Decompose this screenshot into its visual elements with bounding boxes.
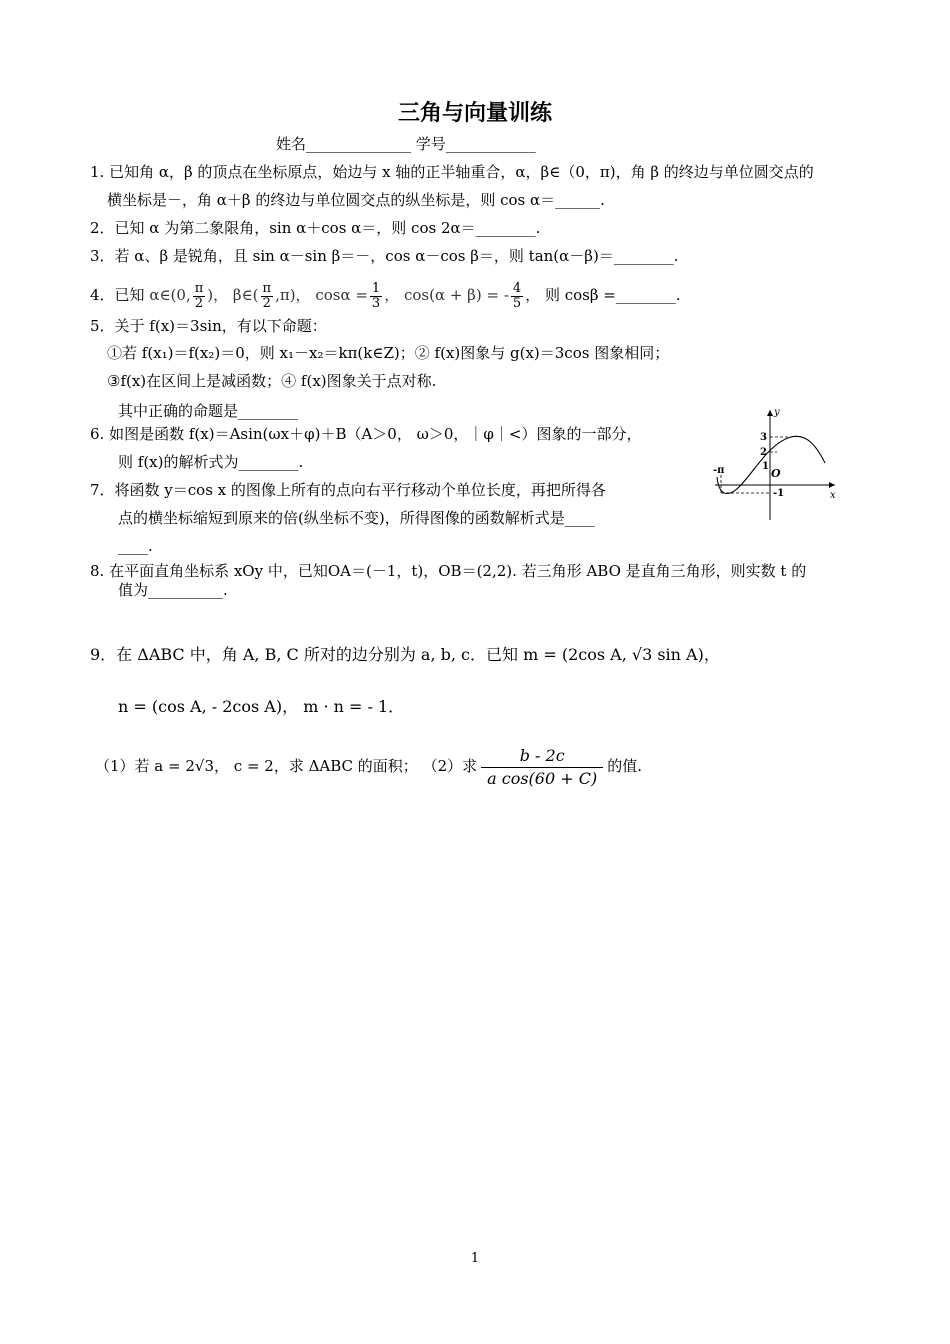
q4-tail: ， 则 cosβ =________. — [525, 286, 681, 304]
graph-tick-neg-pi: -π — [713, 465, 725, 476]
graph-y-label: y — [774, 407, 780, 418]
graph-y-arrow — [767, 410, 773, 416]
graph-x-label: x — [830, 490, 836, 501]
graph-tick-neg1: -1 — [773, 488, 785, 499]
question-7-line-1: 7．将函数 y＝cos x 的图像上所有的点向右平行移动个单位长度，再把所得各 — [90, 481, 606, 499]
q9-part-1-text: （1）若 a = 2√3， c = 2，求 ΔABC 的面积； （2）求 — [95, 757, 478, 775]
q4-part-1: α∈(0, — [149, 286, 191, 304]
q4-lead: 4．已知 — [90, 286, 145, 304]
question-9-parts — [95, 744, 642, 790]
graph-tick-2: 2 — [760, 447, 767, 458]
graph-tick-1: 1 — [762, 461, 769, 472]
question-5-line-2: ①若 f(x₁)＝f(x₂)＝0，则 x₁－x₂＝kπ(k∈Z)；② f(x)图象与 g(x)＝3cos 图象相同； — [107, 344, 670, 362]
page-title: 三角与向量训练 — [397, 101, 552, 126]
graph-x-arrow — [829, 482, 835, 488]
page-number: 1 — [470, 1251, 480, 1266]
question-1-line-1: 1. 已知角 α，β 的顶点在坐标原点，始边与 x 轴的正半轴重合，α，β∈（0，π)，角 β 的终边与单位圆交点的 — [90, 163, 814, 181]
function-graph — [705, 405, 845, 525]
q9-fraction: $\frac{b - 2c}{\text{a cos(60 + C)}}$ — [481, 745, 603, 790]
question-1-line-2: 横坐标是－，角 α＋β 的终边与单位圆交点的纵坐标是，则 cos α＝______. — [107, 191, 605, 209]
question-9-line-1: 9．在 ΔABC 中，角 A, B, C 所对的边分别为 a, b, c．已知 m = (2cos A, √3 sin A)， — [90, 645, 720, 664]
question-8-line-2: 值为__________. — [118, 581, 228, 599]
q4-fraction-2: $\frac{\pi}{2}$ — [262, 280, 272, 311]
q9-part-2-text: 的值. — [607, 757, 642, 775]
question-2: 2．已知 α 为第二象限角，sin α＋cos α＝，则 cos 2α＝________. — [90, 219, 541, 237]
question-9-line-2: n = (cos A, - 2cos A)， m · n = - 1． — [118, 697, 405, 716]
graph-tick-3: 3 — [760, 432, 767, 443]
question-5-line-1: 5．关于 f(x)＝3sin，有以下命题： — [90, 317, 327, 335]
question-7-line-2: 点的横坐标缩短到原来的倍(纵坐标不变)，所得图像的函数解析式是____ — [118, 509, 595, 527]
question-6-line-1: 6. 如图是函数 f(x)＝Asin(ωx＋φ)＋B（A＞0， ω＞0，｜φ｜<）图象的一部分， — [90, 425, 642, 443]
q4-part-2: )， β∈( — [207, 286, 259, 304]
question-8-line-1: 8. 在平面直角坐标系 xOy 中，已知OA＝(－1，t)，OB＝(2,2). 若三角形 ABO 是直角三角形，则实数 t 的 — [90, 562, 807, 580]
question-3: 3．若 α、β 是锐角，且 sin α－sin β＝－，cos α－cos β＝，则 tan(α－β)＝________. — [90, 247, 679, 265]
question-6-line-2: 则 f(x)的解析式为________. — [118, 453, 304, 471]
graph-origin-label: O — [771, 467, 781, 480]
q4-fraction-4: $\frac{4}{5}$ — [512, 280, 522, 311]
question-4 — [90, 280, 681, 311]
student-info-line: 姓名______________ 学号____________ — [276, 135, 536, 153]
question-5-line-3: ③f(x)在区间上是减函数；④ f(x)图象关于点对称. — [107, 372, 437, 390]
q4-fraction-3: $\frac{1}{3}$ — [371, 280, 381, 311]
question-5-line-4: 其中正确的命题是________ — [118, 402, 299, 420]
q4-fraction-1: $\frac{\pi}{2}$ — [194, 280, 204, 311]
q4-part-4: ， cos(α + β) = - — [384, 286, 509, 304]
question-7-line-3: ____. — [118, 537, 153, 555]
q4-part-3: ,π)， cosα = — [275, 286, 368, 304]
